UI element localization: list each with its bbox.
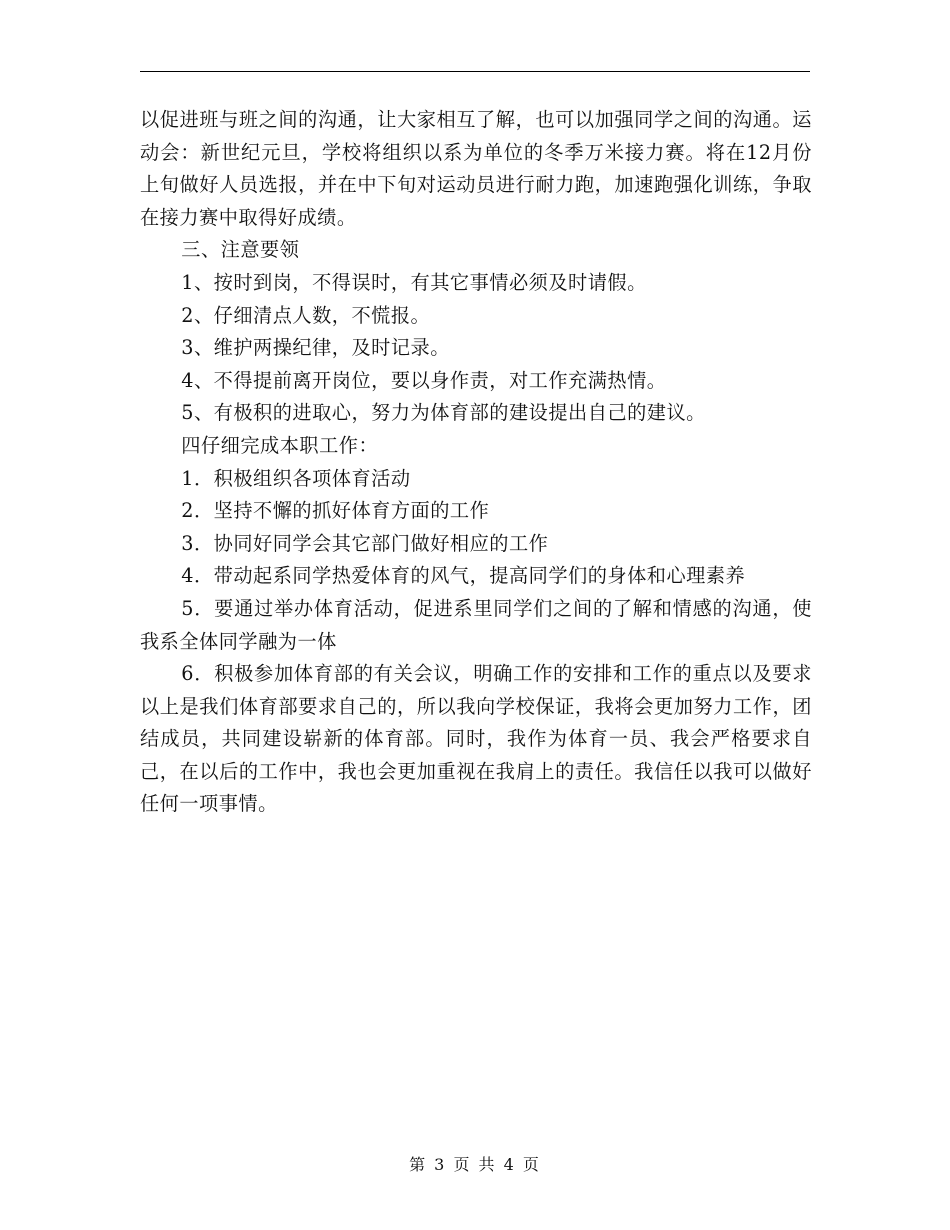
section-heading-duties: 四仔细完成本职工作： <box>181 433 379 457</box>
list-item: 3．协同好同学会其它部门做好相应的工作 <box>181 531 549 555</box>
list-item: 3、维护两操纪律，及时记录。 <box>181 336 450 360</box>
list-item: 6．积极参加体育部的有关会议，明确工作的安排和工作的重点以及要求以上是我们体育部要求自己的，所以我向学校保证，我将会更加努力工作，团结成员，共同建设崭新的体育部。同时，我作为体育一员、我会严格要求自己，在以后的工作中，我也会更加重视在我肩上的责任。我信任以我可以做好任何一项事情。 <box>140 662 812 816</box>
list-item: 5、有极积的进取心，努力为体育部的建设提出自己的建议。 <box>181 401 706 425</box>
list-item: 4、不得提前离开岗位，要以身作责，对工作充满热情。 <box>181 368 667 392</box>
list-item: 4．带动起系同学热爱体育的风气，提高同学们的身体和心理素养 <box>181 564 746 588</box>
list-item: 2、仔细清点人数，不慌报。 <box>181 303 431 327</box>
section-heading-precautions: 三、注意要领 <box>181 238 300 262</box>
paragraph-1: 以促进班与班之间的沟通，让大家相互了解，也可以加强同学之间的沟通。运动会：新世纪元旦，学校将组织以系为单位的冬季万米接力赛。将在12月份上旬做好人员选报，并在中下旬对运动员进行耐力跑，加速跑强化训练，争取在接力赛中取得好成绩。 <box>140 108 812 229</box>
list-item: 5．要通过举办体育活动，促进系里同学们之间的了解和情感的沟通，使我系全体同学融为一体 <box>140 596 812 653</box>
header-rule <box>140 71 810 72</box>
document-body <box>140 104 812 821</box>
list-item: 2．坚持不懈的抓好体育方面的工作 <box>181 499 490 523</box>
list-item: 1．积极组织各项体育活动 <box>181 466 411 490</box>
list-item: 1、按时到岗，不得误时，有其它事情必须及时请假。 <box>181 270 647 294</box>
page-number-footer: 第 3 页 共 4 页 <box>409 1155 541 1174</box>
